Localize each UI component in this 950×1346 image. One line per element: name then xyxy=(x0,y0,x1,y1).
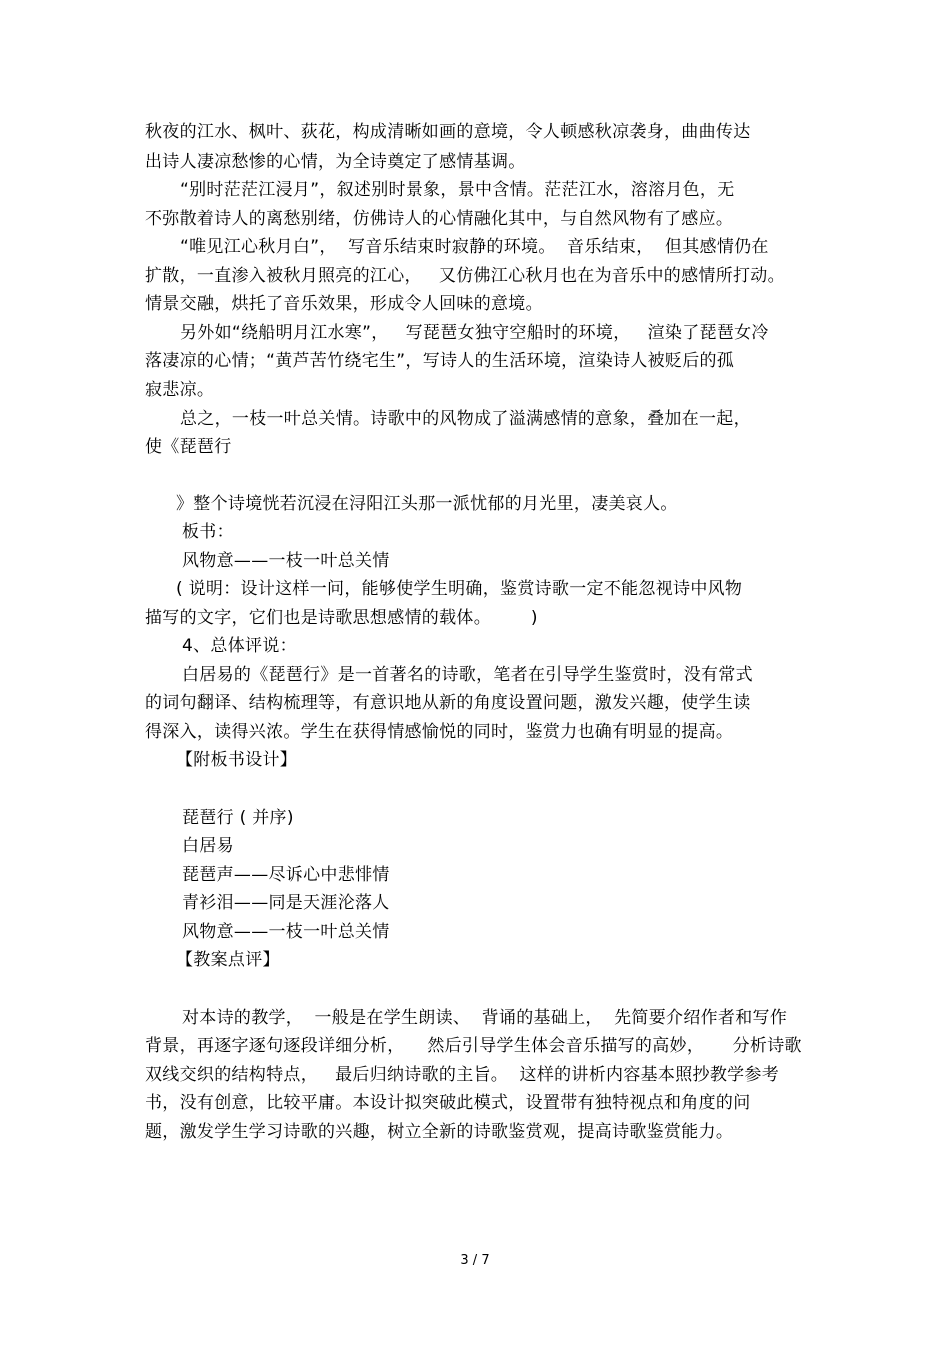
text-line-10: 寂悲凉。 xyxy=(145,380,215,400)
page-number: 3 / 7 xyxy=(460,1253,490,1268)
text-line-9: 落凄凉的心情；“黄芦苦竹绕宅生”，写诗人的生活环境，渲染诗人被贬后的孤 xyxy=(145,351,735,371)
text-line-19: 白居易的《琵琶行》是一首著名的诗歌，笔者在引导学生鉴赏时，没有常式 xyxy=(182,665,753,685)
text-line-1: 秋夜的江水、枫叶、荻花，构成清晰如画的意境，令人顿感秋凉袭身，曲曲传达 xyxy=(145,122,751,142)
text-line-17: 描写的文字，它们也是诗歌思想感情的载体。 ) xyxy=(145,608,538,628)
text-line-23: 琵琶行 ( 并序) xyxy=(182,808,294,828)
text-line-13: 》整个诗境恍若沉浸在浔阳江头那一派忧郁的月光里，凄美哀人。 xyxy=(176,494,678,514)
text-line-16: ( 说明：设计这样一问，能够使学生明确，鉴赏诗歌一定不能忽视诗中风物 xyxy=(176,579,743,599)
text-line-32: 书，没有创意，比较平庸。本设计拟突破此模式，设置带有独特视点和角度的问 xyxy=(145,1093,751,1113)
text-line-3: “别时茫茫江浸月”，叙述别时景象，景中含情。茫茫江水，溶溶月色，无 xyxy=(180,180,735,200)
text-line-21: 得深入，读得兴浓。学生在获得情感愉悦的同时，鉴赏力也确有明显的提高。 xyxy=(145,722,734,742)
text-line-22: 【附板书设计】 xyxy=(176,750,298,770)
text-line-26: 青衫泪——同是天涯沦落人 xyxy=(182,893,390,913)
text-line-18: 4、总体评说： xyxy=(182,636,297,656)
text-line-25: 琵琶声——尽诉心中悲悱情 xyxy=(182,865,390,885)
text-line-20: 的词句翻译、结构梳理等，有意识地从新的角度设置问题，激发兴趣，使学生读 xyxy=(145,693,751,713)
text-line-15: 风物意——一枝一叶总关情 xyxy=(182,551,390,571)
text-line-28: 【教案点评】 xyxy=(176,950,280,970)
text-line-7: 情景交融，烘托了音乐效果，形成令人回味的意境。 xyxy=(145,294,543,314)
text-line-33: 题，激发学生学习诗歌的兴趣，树立全新的诗歌鉴赏观，提高诗歌鉴赏能力。 xyxy=(145,1122,734,1142)
text-line-6: 扩散，一直渗入被秋月照亮的江心， 又仿佛江心秋月也在为音乐中的感情所打动。 xyxy=(145,266,785,286)
text-line-27: 风物意——一枝一叶总关情 xyxy=(182,922,390,942)
text-line-12: 使《琵琶行 xyxy=(145,437,232,457)
text-line-8: 另外如“绕船明月江水寒”， 写琵琶女独守空船时的环境， 渲染了琵琶女冷 xyxy=(180,323,769,343)
text-line-29: 对本诗的教学， 一般是在学生朗读、 背诵的基础上， 先简要介绍作者和写作 xyxy=(182,1008,788,1028)
text-line-2: 出诗人凄凉愁惨的心情，为全诗奠定了感情基调。 xyxy=(145,152,526,172)
text-line-14: 板书： xyxy=(182,522,234,542)
text-line-30: 背景，再逐字逐句逐段详细分析， 然后引导学生体会音乐描写的高妙， 分析诗歌 xyxy=(145,1036,802,1056)
text-line-24: 白居易 xyxy=(182,836,234,856)
text-line-5: “唯见江心秋月白”， 写音乐结束时寂静的环境。 音乐结束， 但其感情仍在 xyxy=(180,237,769,257)
text-line-11: 总之，一枝一叶总关情。诗歌中的风物成了溢满感情的意象，叠加在一起， xyxy=(180,409,751,429)
text-line-4: 不弥散着诗人的离愁别绪，仿佛诗人的心情融化其中，与自然风物有了感应。 xyxy=(145,209,734,229)
text-line-31: 双线交织的结构特点， 最后归纳诗歌的主旨。 这样的讲析内容基本照抄教学参考 xyxy=(145,1065,780,1085)
